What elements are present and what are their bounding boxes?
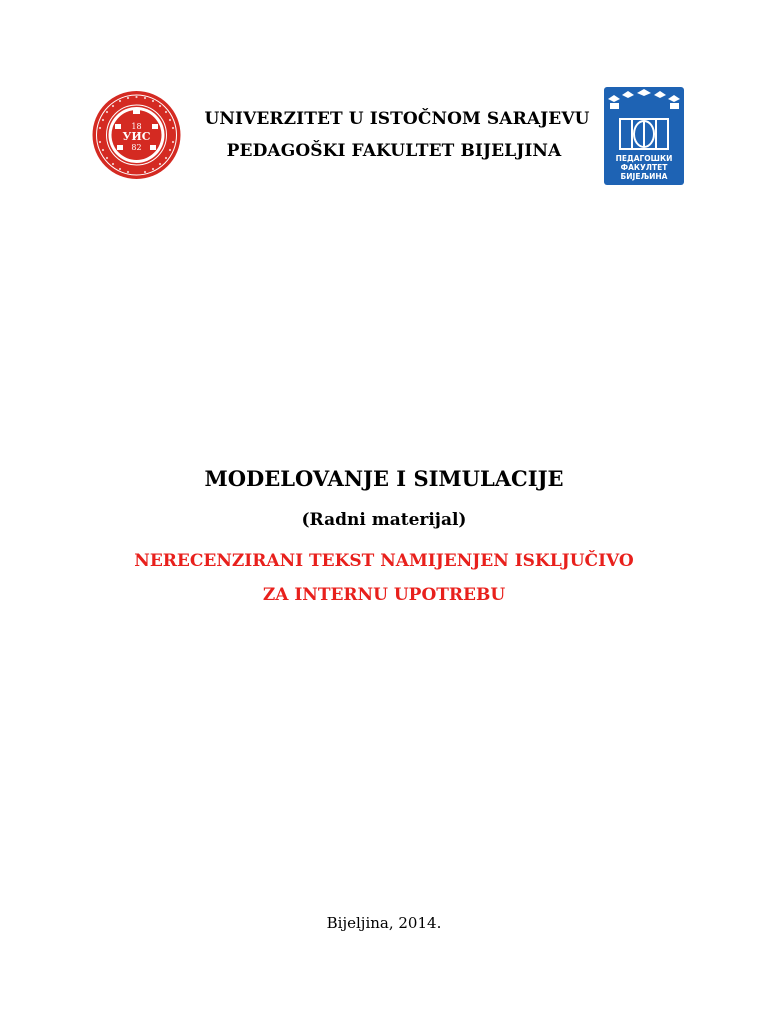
faculty-logo-line-3: БИЈЕЉИНА	[620, 172, 668, 181]
faculty-logo-line-2: ФАКУЛТЕТ	[620, 163, 668, 172]
document-title: MODELOVANJE I SIMULACIJE	[204, 466, 564, 491]
university-seal-icon	[89, 89, 184, 181]
document-subtitle: (Radni materijal)	[301, 510, 467, 530]
faculty-logo-icon	[604, 87, 684, 185]
seal-year-top: 18	[131, 122, 142, 131]
place-date: Bijeljina, 2014.	[326, 914, 442, 932]
notice-line-1: NERECENZIRANI TEKST NAMIJENJEN ISKLJUČIVO	[134, 551, 634, 571]
seal-year-bottom: 82	[131, 143, 142, 152]
seal-monogram: УИС	[122, 130, 151, 143]
faculty-logo-line-1: ПЕДАГОШКИ	[615, 154, 673, 163]
university-name: UNIVERZITET U ISTOČNOM SARAJEVU	[204, 109, 590, 129]
faculty-name: PEDAGOŠKI FAKULTET BIJELJINA	[226, 141, 562, 161]
notice-line-2: ZA INTERNU UPOTREBU	[262, 585, 506, 605]
